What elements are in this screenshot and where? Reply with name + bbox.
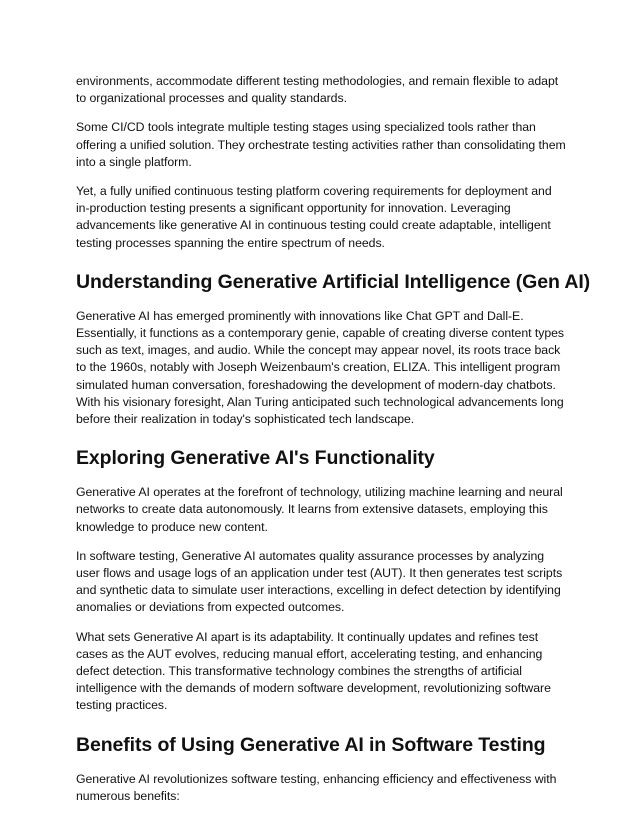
- functionality-paragraph-2: In software testing, Generative AI automates quality assurance processes by analyzing user flows and usage logs of an application under test (AUT). It then generates test scripts and synthetic data to simulate user interactions, excelling in defect detection by identifying anomalies or deviations from expected outcomes.: [76, 548, 563, 615]
- intro-paragraph-2: Some CI/CD tools integrate multiple testing stages using specialized tools rather than offering a unified solution. They orchestrate testing activities rather than consolidating them into a single platform.: [76, 120, 566, 169]
- intro-paragraph-1: environments, accommodate different testing methodologies, and remain flexible to adapt to organizational processes and quality standards.: [76, 74, 559, 106]
- functionality-paragraph-1: Generative AI operates at the forefront of technology, utilizing machine learning and neural networks to create data autonomously. It learns from extensive datasets, employing this knowledge to produce new content.: [76, 485, 563, 534]
- section-heading-exploring-functionality: Exploring Generative AI's Functionality: [76, 447, 435, 470]
- document-page: [76, 73, 591, 817]
- intro-paragraph-3: Yet, a fully unified continuous testing platform covering requirements for deployment and in-production testing presents a significant opportunity for innovation. Leveraging advancements like generative AI in continuous testing could create adaptable, intelligent testing processes spanning the entire spectrum of needs.: [76, 184, 552, 250]
- section-heading-benefits: Benefits of Using Generative AI in Software Testing: [76, 733, 546, 756]
- benefits-paragraph-1: Generative AI revolutionizes software testing, enhancing efficiency and effectiveness with numerous benefits:: [76, 771, 557, 803]
- functionality-paragraph-3: What sets Generative AI apart is its adaptability. It continually updates and refines test cases as the AUT evolves, reducing manual effort, accelerating testing, and enhancing defect detection. This transformative technology combines the strengths of artificial intelligence with the demands of modern software development, revolutionizing software testing practices.: [76, 629, 551, 713]
- understanding-paragraph-1: Generative AI has emerged prominently with innovations like Chat GPT and Dall-E. Essentially, it functions as a contemporary genie, capable of creating diverse content types such as text, images, and audio. While the concept may appear novel, its roots trace back to the 1960s, notably with Joseph Weizenbaum's creation, ELIZA. This intelligent program simulated human conversation, foreshadowing the development of modern-day chatbots. With his visionary foresight, Alan Turing anticipated such technological advancements long before their realization in today's sophisticated tech landscape.: [76, 308, 565, 427]
- section-heading-understanding-gen-ai: Understanding Generative Artificial Intelligence (Gen AI): [76, 270, 591, 293]
